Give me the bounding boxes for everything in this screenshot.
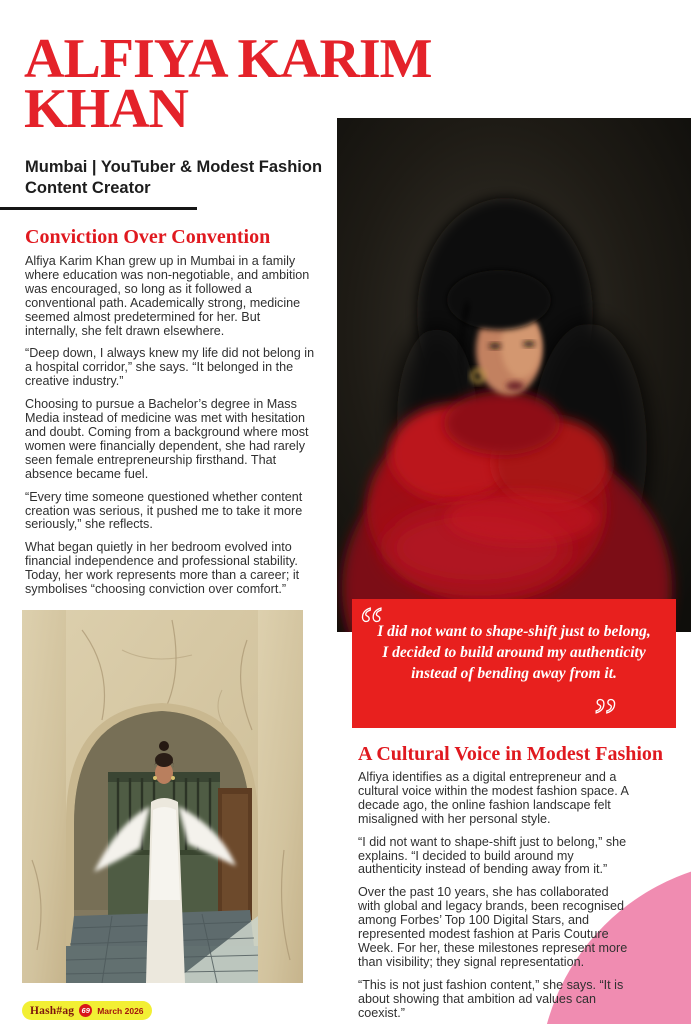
paragraph: “Every time someone questioned whether content creation was serious, it pushed me to take it more seriously,” she reflects. [25,489,303,532]
magazine-logo [22,1001,152,1020]
issue-date: March 2026 [97,1005,144,1016]
pull-quote [352,599,676,728]
magazine-name: Hash#ag [30,1004,75,1017]
issue-badge: 69 [79,1004,92,1017]
divider-rule [0,207,197,210]
pull-quote-text: I did not want to shape-shift just to belong, I decided to build around my authenticity instead of bending away from it. [377,623,651,682]
left-column-copy [25,255,315,606]
svg-text:“: “ [360,603,384,637]
portrait-photo [337,118,691,632]
paragraph: What began quietly in her bedroom evolved into financial independence and professional stability. Today, her work represents more than a career; it symbolises “choosing conviction over comfort.” [25,540,300,597]
close-quote-icon [594,694,634,728]
section-heading-conviction: Conviction Over Convention [25,226,271,248]
svg-text:”: ” [594,694,618,728]
paragraph: “This is not just fashion content,” she says. “It is about showing that ambition ad values can coexist.” [358,977,624,1020]
paragraph: “I did not want to shape-shift just to belong,” she explains. “I decided to build around my authenticity instead of bending away from it.” [358,834,627,877]
paragraph: Alfiya Karim Khan grew up in Mumbai in a family where education was non-negotiable, and ambition was encouraged, so long as it followed a conventional path. Academically strong, medicine seemed almost predetermined for her. But internally, she felt drawn elsewhere. [25,254,310,338]
right-column-copy [358,771,632,1024]
paragraph: Alfiya identifies as a digital entrepreneur and a cultural voice within the modest fashion space. A decade ago, the online fashion landscape felt misaligned with her personal style. [358,770,629,826]
paragraph: Choosing to pursue a Bachelor’s degree in Mass Media instead of medicine was met with hesitation and doubt. Coming from a background where most women were financially dependent, she had rarely seen female entrepreneurship firsthand. That absence became fuel. [25,397,309,481]
open-quote-icon [360,603,400,637]
section-heading-cultural: A Cultural Voice in Modest Fashion [358,743,664,765]
title-line-1: ALFIYA KARIM [24,28,432,90]
article-subtitle: Mumbai | YouTuber & Modest Fashion Content Creator [25,158,323,197]
title-line-2: KHAN [24,78,188,140]
paragraph: Over the past 10 years, she has collaborated with global and legacy brands, been recognised among Forbes’ Top 100 Digital Stars, and represented modest fashion at Paris Couture Week. For her, these milestones represent more than visibility; they signal representation. [358,885,628,969]
arch-photo [22,610,303,983]
paragraph: “Deep down, I always knew my life did not belong in a hospital corridor,” she says. “It belonged in the creative industry.” [25,346,315,389]
